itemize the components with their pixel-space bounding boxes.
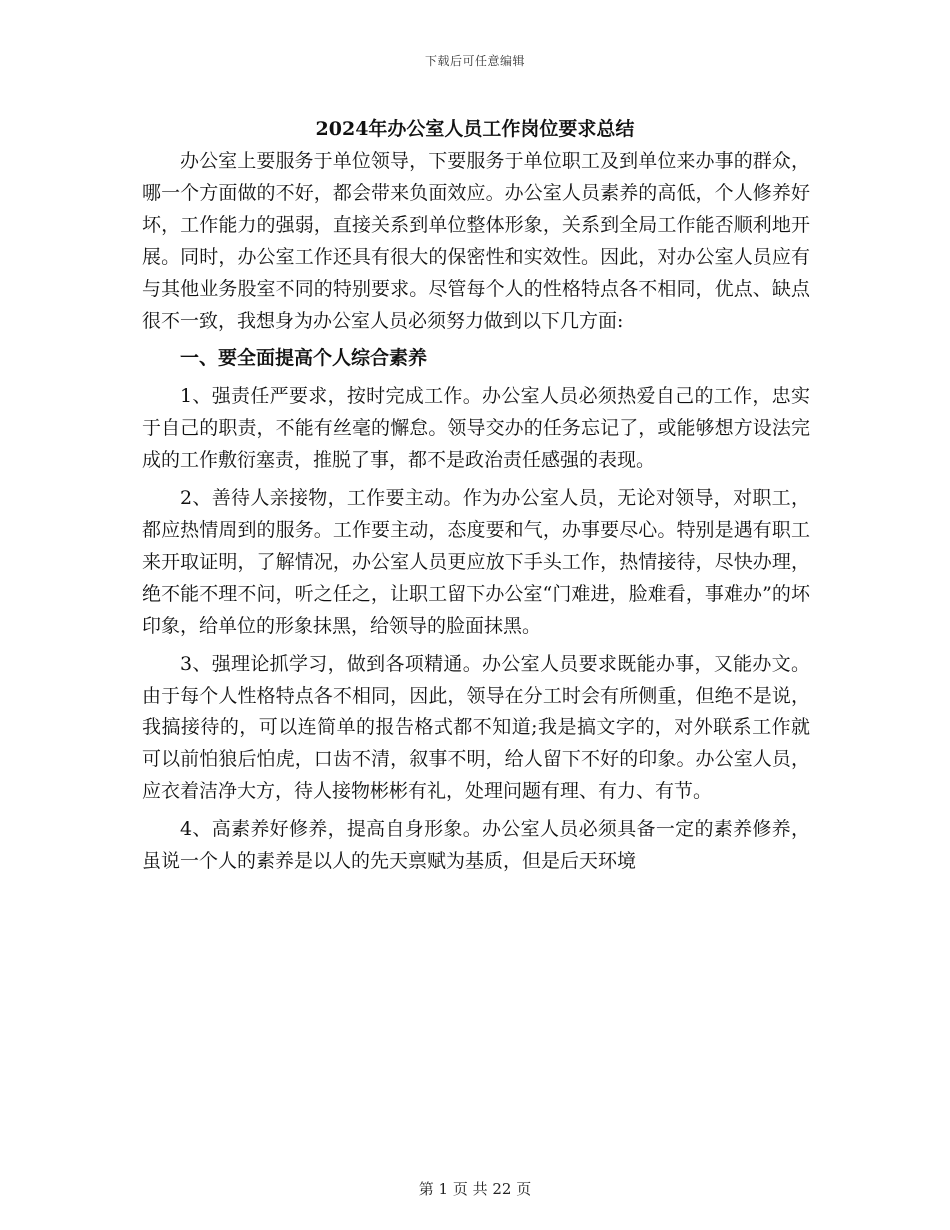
- intro-paragraph: 办公室上要服务于单位领导，下要服务于单位职工及到单位来办事的群众，哪一个方面做的不好，都会带来负面效应。办公室人员素养的高低，个人修养好坏，工作能力的强弱，直接关系到单位整体形象，关系到全局工作能否顺利地开展。同时，办公室工作还具有很大的保密性和实效性。因此，对办公室人员应有与其他业务股室不同的特别要求。尽管每个人的性格特点各不相同，优点、缺点很不一致，我想身为办公室人员必须努力做到以下几方面:: [142, 150, 810, 332]
- section-heading: 一、要全面提高个人综合素养: [180, 347, 428, 370]
- page-footer: 第 1 页 共 22 页: [418, 1180, 532, 1198]
- paragraph-3: 3、强理论抓学习，做到各项精通。办公室人员要求既能办事，又能办文。由于每个人性格特点各不相同，因此，领导在分工时会有所侧重，但绝不是说，我搞接待的，可以连简单的报告格式都不知道;我是搞文字的，对外联系工作就可以前怕狼后怕虎，口齿不清，叙事不明，给人留下不好的印象。办公室人员，应衣着洁净大方，待人接物彬彬有礼，处理问题有理、有力、有节。: [142, 652, 810, 803]
- document-body: [142, 146, 810, 878]
- paragraph-2: 2、善待人亲接物，工作要主动。作为办公室人员，无论对领导，对职工，都应热情周到的服务。工作要主动，态度要和气，办事要尽心。特别是遇有职工来开取证明，了解情况，办公室人员更应放下手头工作，热情接待，尽快办理，绝不能不理不问，听之任之，让职工留下办公室“门难进，脸难看，事难办”的坏印象，给单位的形象抹黑，给领导的脸面抹黑。: [142, 487, 810, 637]
- paragraph-1: 1、强责任严要求，按时完成工作。办公室人员必须热爱自己的工作，忠实于自己的职责，不能有丝毫的懈怠。领导交办的任务忘记了，或能够想方设法完成的工作敷衍塞责，推脱了事，都不是政治责任感强的表现。: [142, 385, 810, 472]
- paragraph-4: 4、高素养好修养，提高自身形象。办公室人员必须具备一定的素养修养，虽说一个人的素养是以人的先天禀赋为基质，但是后天环境: [142, 818, 810, 873]
- header-note: 下载后可任意编辑: [424, 54, 525, 68]
- document-title: 2024年办公室人员工作岗位要求总结: [315, 118, 635, 140]
